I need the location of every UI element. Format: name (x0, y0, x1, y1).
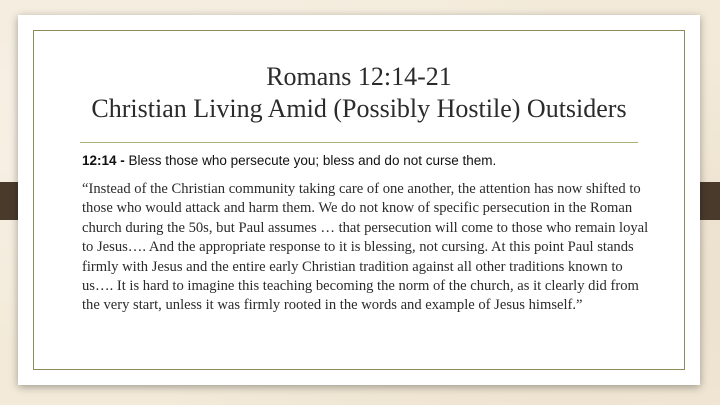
slide-card (18, 15, 700, 385)
verse-line (82, 153, 496, 168)
title-line-1: Romans 12:14-21 (266, 62, 452, 91)
slide-title (18, 61, 700, 125)
verse-text: Bless those who persecute you; bless and do not curse them. (124, 153, 497, 168)
commentary-quote: “Instead of the Christian community taking care of one another, the attention has now shifted to those who would attack and harm them. We do not know of specific persecution in the Roman church during the 50s, but Paul assumes … that persecution will come to those who remain loyal to Jesus…. And the appropriate response to it is blessing, not cursing. At this point Paul stands firmly with Jesus and the entire early Christian tradition against all other traditions known to us…. It is hard to imagine this teaching becoming the norm of the church, as it clearly did from the very start, unless it was firmly rooted in the words and example of Jesus himself.” (82, 181, 649, 314)
title-divider (80, 142, 638, 143)
title-line-2: Christian Living Amid (Possibly Hostile) Outsiders (91, 94, 627, 123)
verse-reference: 12:14 - (82, 153, 125, 168)
